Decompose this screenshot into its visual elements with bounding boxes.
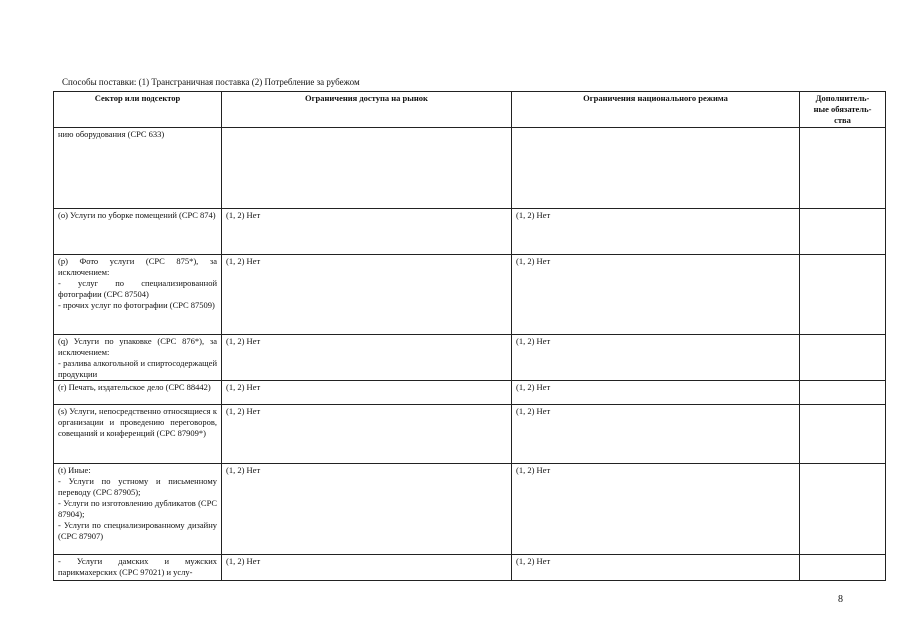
header-row xyxy=(54,92,886,128)
additional-cell xyxy=(800,381,886,405)
header-national-treatment: Ограничения национального режима xyxy=(512,92,800,128)
market-access-cell: (1, 2) Нет xyxy=(222,464,512,555)
header-sector: Сектор или подсектор xyxy=(54,92,222,128)
page-number: 8 xyxy=(838,594,843,605)
table-row xyxy=(54,405,886,464)
national-treatment-cell: (1, 2) Нет xyxy=(512,255,800,335)
sector-cell: - Услуги дамских и мужских парикмахерских (CPC 97021) и услу- xyxy=(54,555,222,581)
sector-cell: (o) Услуги по уборке помещений (CPC 874) xyxy=(54,209,222,255)
additional-cell xyxy=(800,405,886,464)
market-access-cell: (1, 2) Нет xyxy=(222,255,512,335)
additional-cell xyxy=(800,335,886,381)
table-row xyxy=(54,209,886,255)
table-row xyxy=(54,555,886,581)
national-treatment-cell: (1, 2) Нет xyxy=(512,335,800,381)
additional-cell xyxy=(800,255,886,335)
market-access-cell: (1, 2) Нет xyxy=(222,209,512,255)
sector-cell: (q) Услуги по упаковке (CPC 876*), за исключением: - разлива алкогольной и спиртосодержащей продукции xyxy=(54,335,222,381)
market-access-cell: (1, 2) Нет xyxy=(222,381,512,405)
national-treatment-cell xyxy=(512,128,800,209)
national-treatment-cell: (1, 2) Нет xyxy=(512,464,800,555)
table-row xyxy=(54,128,886,209)
national-treatment-cell: (1, 2) Нет xyxy=(512,555,800,581)
sector-cell: нию оборудования (CPC 633) xyxy=(54,128,222,209)
table-row xyxy=(54,255,886,335)
sector-cell: (p) Фото услуги (CPC 875*), за исключением: - услуг по специализированной фотографии (CPC 87504) - прочих услуг по фотографии (CPC 87509) xyxy=(54,255,222,335)
additional-cell xyxy=(800,464,886,555)
national-treatment-cell: (1, 2) Нет xyxy=(512,405,800,464)
additional-cell xyxy=(800,128,886,209)
commitments-table xyxy=(53,91,886,581)
table-row xyxy=(54,464,886,555)
market-access-cell: (1, 2) Нет xyxy=(222,335,512,381)
sector-cell: (t) Иные: - Услуги по устному и письменному переводу (CPC 87905); - Услуги по изготовлению дубликатов (CPC 87904); - Услуги по специализированному дизайну (CPC 87907) xyxy=(54,464,222,555)
market-access-cell: (1, 2) Нет xyxy=(222,405,512,464)
national-treatment-cell: (1, 2) Нет xyxy=(512,209,800,255)
supply-modes-caption: Способы поставки: (1) Трансграничная поставка (2) Потребление за рубежом xyxy=(62,77,360,87)
market-access-cell: (1, 2) Нет xyxy=(222,555,512,581)
market-access-cell xyxy=(222,128,512,209)
table-row xyxy=(54,335,886,381)
sector-cell: (r) Печать, издательское дело (CPC 88442) xyxy=(54,381,222,405)
sector-cell: (s) Услуги, непосредственно относящиеся к организации и проведению переговоров, совещаний и конференций (CPC 87909*) xyxy=(54,405,222,464)
table-row xyxy=(54,381,886,405)
additional-cell xyxy=(800,555,886,581)
additional-cell xyxy=(800,209,886,255)
header-market-access: Ограничения доступа на рынок xyxy=(222,92,512,128)
header-additional-commitments: Дополнитель- ные обязатель- ства xyxy=(800,92,886,128)
national-treatment-cell: (1, 2) Нет xyxy=(512,381,800,405)
